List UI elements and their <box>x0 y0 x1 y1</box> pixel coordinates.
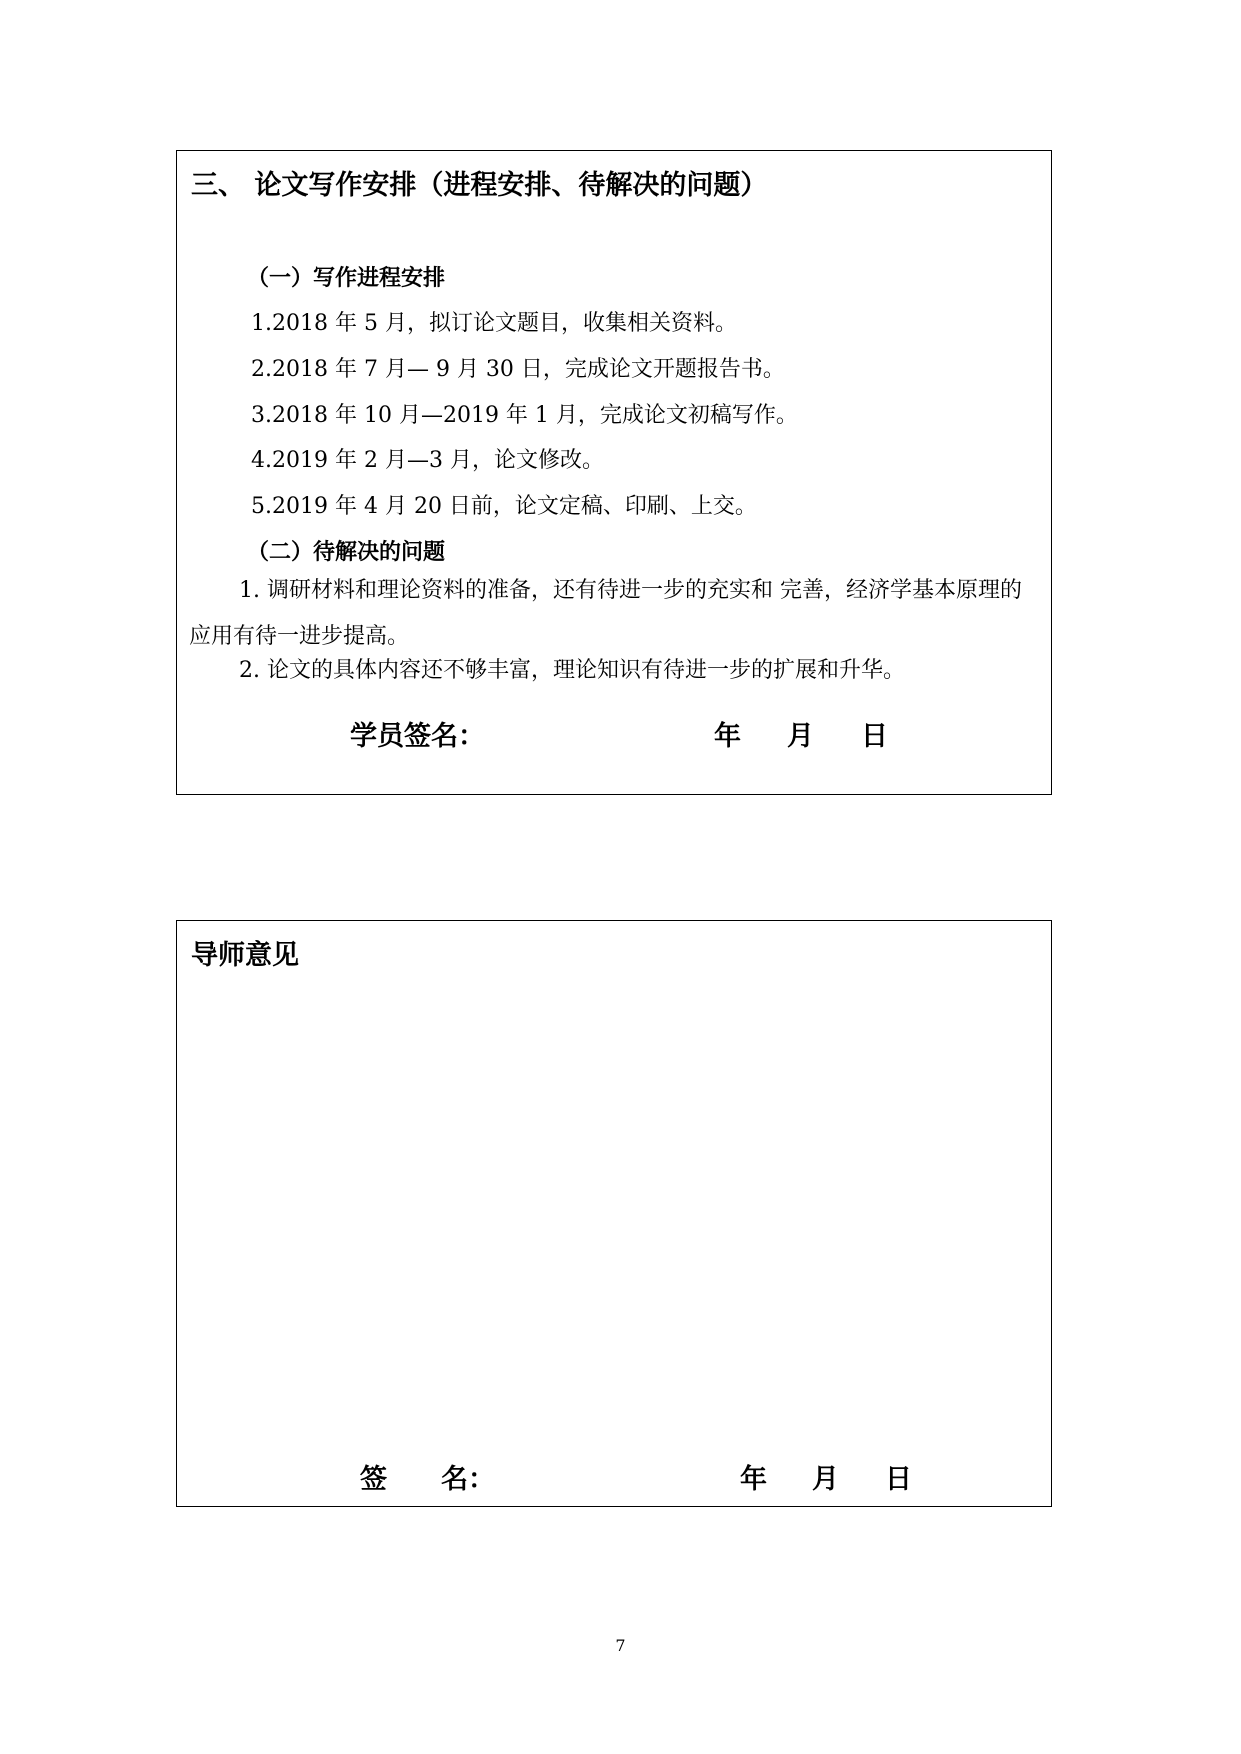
section-heading: 三、 论文写作安排（进程安排、待解决的问题） <box>191 170 768 201</box>
issues-title: （二）待解决的问题 <box>247 540 446 565</box>
page-number: 7 <box>615 1636 626 1655</box>
date-year-label: 年 <box>740 1464 767 1495</box>
schedule-item: 5.2019 年 4 月 20 日前，论文定稿、印刷、上交。 <box>251 494 757 519</box>
date-month-label: 月 <box>787 721 814 752</box>
schedule-item: 3.2018 年 10 月—2019 年 1 月，完成论文初稿写作。 <box>251 403 798 428</box>
advisor-signature-label: 签 名： <box>360 1464 495 1495</box>
schedule-item: 1.2018 年 5 月，拟订论文题目，收集相关资料。 <box>251 311 737 336</box>
date-month-label: 月 <box>812 1464 839 1495</box>
student-signature-label: 学员签名： <box>350 721 485 752</box>
advisor-opinion-section <box>176 920 1052 1507</box>
schedule-item: 2.2018 年 7 月— 9 月 30 日，完成论文开题报告书。 <box>251 357 785 382</box>
issue-item: 2. 论文的具体内容还不够丰富，理论知识有待进一步的扩展和升华。 <box>239 658 905 683</box>
advisor-heading: 导师意见 <box>191 940 299 971</box>
date-year-label: 年 <box>714 721 741 752</box>
date-day-label: 日 <box>885 1464 912 1495</box>
issue-item: 1. 调研材料和理论资料的准备，还有待进一步的充实和 完善，经济学基本原理的应用有待一进步提高。 <box>189 578 1022 649</box>
writing-plan-section <box>176 150 1052 795</box>
schedule-title: （一）写作进程安排 <box>247 266 446 291</box>
date-day-label: 日 <box>861 721 888 752</box>
schedule-item: 4.2019 年 2 月—3 月，论文修改。 <box>251 448 604 473</box>
